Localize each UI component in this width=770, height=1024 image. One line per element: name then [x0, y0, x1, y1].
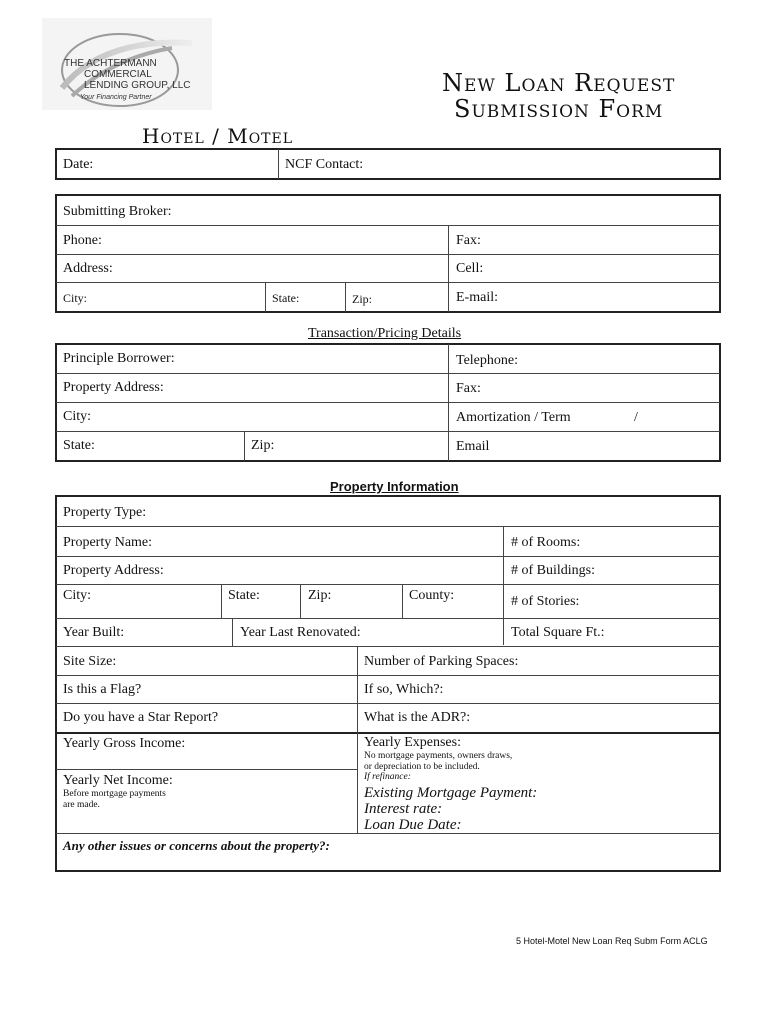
broker-email-field[interactable]: E-mail: — [456, 290, 498, 305]
broker-state-field[interactable]: State: — [272, 291, 300, 305]
logo-tagline: Your Financing Partner — [80, 94, 152, 101]
property-name-field[interactable]: Property Name: — [63, 535, 153, 550]
amortization-term-field[interactable]: Amortization / Term — [456, 410, 571, 425]
property-zip-field[interactable]: Zip: — [308, 588, 332, 603]
buildings-field[interactable]: # of Buildings: — [511, 563, 596, 578]
site-size-field[interactable]: Site Size: — [63, 654, 117, 669]
broker-cell-field[interactable]: Cell: — [456, 261, 484, 276]
logo-line2: COMMERCIAL — [84, 69, 152, 80]
transaction-property-address-field[interactable]: Property Address: — [63, 380, 164, 395]
other-issues-field[interactable]: Any other issues or concerns about the property?: — [63, 838, 330, 853]
broker-phone-field[interactable]: Phone: — [63, 233, 102, 248]
principle-borrower-field[interactable]: Principle Borrower: — [63, 351, 175, 366]
amortization-slash: / — [634, 410, 638, 425]
logo-line1: THE ACHTERMANN — [64, 58, 157, 69]
adr-field[interactable]: What is the ADR?: — [364, 710, 471, 725]
loan-due-date-field[interactable]: Loan Due Date: — [364, 817, 462, 833]
property-type-field[interactable]: Property Type: — [63, 505, 147, 520]
year-renovated-field[interactable]: Year Last Renovated: — [240, 625, 361, 640]
broker-zip-field[interactable]: Zip: — [352, 292, 372, 306]
existing-mortgage-field[interactable]: Existing Mortgage Payment: — [364, 785, 538, 801]
net-income-note-line1: Before mortgage payments — [63, 789, 166, 799]
property-state-field[interactable]: State: — [228, 588, 260, 603]
broker-fax-field[interactable]: Fax: — [456, 233, 481, 248]
company-logo — [42, 18, 212, 110]
borrower-telephone-field[interactable]: Telephone: — [456, 353, 518, 368]
form-title-line1: New Loan Request — [442, 69, 676, 97]
parking-spaces-field[interactable]: Number of Parking Spaces: — [364, 654, 519, 669]
expenses-note-line2: or depreciation to be included. — [364, 762, 480, 772]
flag-field[interactable]: Is this a Flag? — [63, 682, 142, 697]
borrower-email-field[interactable]: Email — [456, 439, 490, 454]
stories-field[interactable]: # of Stories: — [511, 594, 580, 609]
net-income-field[interactable]: Yearly Net Income: — [63, 773, 173, 788]
form-title-line2: Submission Form — [454, 95, 664, 123]
county-field[interactable]: County: — [409, 588, 455, 603]
broker-city-field[interactable]: City: — [63, 291, 88, 305]
property-heading: Property Information — [330, 479, 459, 494]
year-built-field[interactable]: Year Built: — [63, 625, 125, 640]
borrower-fax-field[interactable]: Fax: — [456, 381, 481, 396]
transaction-city-field[interactable]: City: — [63, 409, 92, 424]
date-contact-box — [55, 148, 721, 180]
net-income-note-line2: are made. — [63, 800, 100, 810]
date-field[interactable]: Date: — [63, 157, 94, 172]
transaction-zip-field[interactable]: Zip: — [251, 438, 275, 453]
refinance-label: If refinance: — [364, 772, 411, 782]
property-city-field[interactable]: City: — [63, 588, 92, 603]
which-flag-field[interactable]: If so, Which?: — [364, 682, 444, 697]
submitting-broker-field[interactable]: Submitting Broker: — [63, 204, 172, 219]
transaction-state-field[interactable]: State: — [63, 438, 95, 453]
interest-rate-field[interactable]: Interest rate: — [364, 801, 443, 817]
broker-address-field[interactable]: Address: — [63, 261, 113, 276]
rooms-field[interactable]: # of Rooms: — [511, 535, 581, 550]
ncf-contact-field[interactable]: NCF Contact: — [285, 157, 364, 172]
property-address-field[interactable]: Property Address: — [63, 563, 164, 578]
property-category: Hotel / Motel — [142, 124, 294, 148]
footer-doc-id: 5 Hotel-Motel New Loan Req Subm Form ACLG — [516, 936, 708, 946]
star-report-field[interactable]: Do you have a Star Report? — [63, 710, 219, 725]
expenses-note-line1: No mortgage payments, owners draws, — [364, 751, 513, 761]
transaction-heading: Transaction/Pricing Details — [308, 326, 462, 341]
expenses-field[interactable]: Yearly Expenses: — [364, 735, 461, 750]
gross-income-field[interactable]: Yearly Gross Income: — [63, 736, 186, 751]
total-sqft-field[interactable]: Total Square Ft.: — [511, 625, 605, 640]
logo-line3: LENDING GROUP, LLC — [84, 80, 191, 91]
